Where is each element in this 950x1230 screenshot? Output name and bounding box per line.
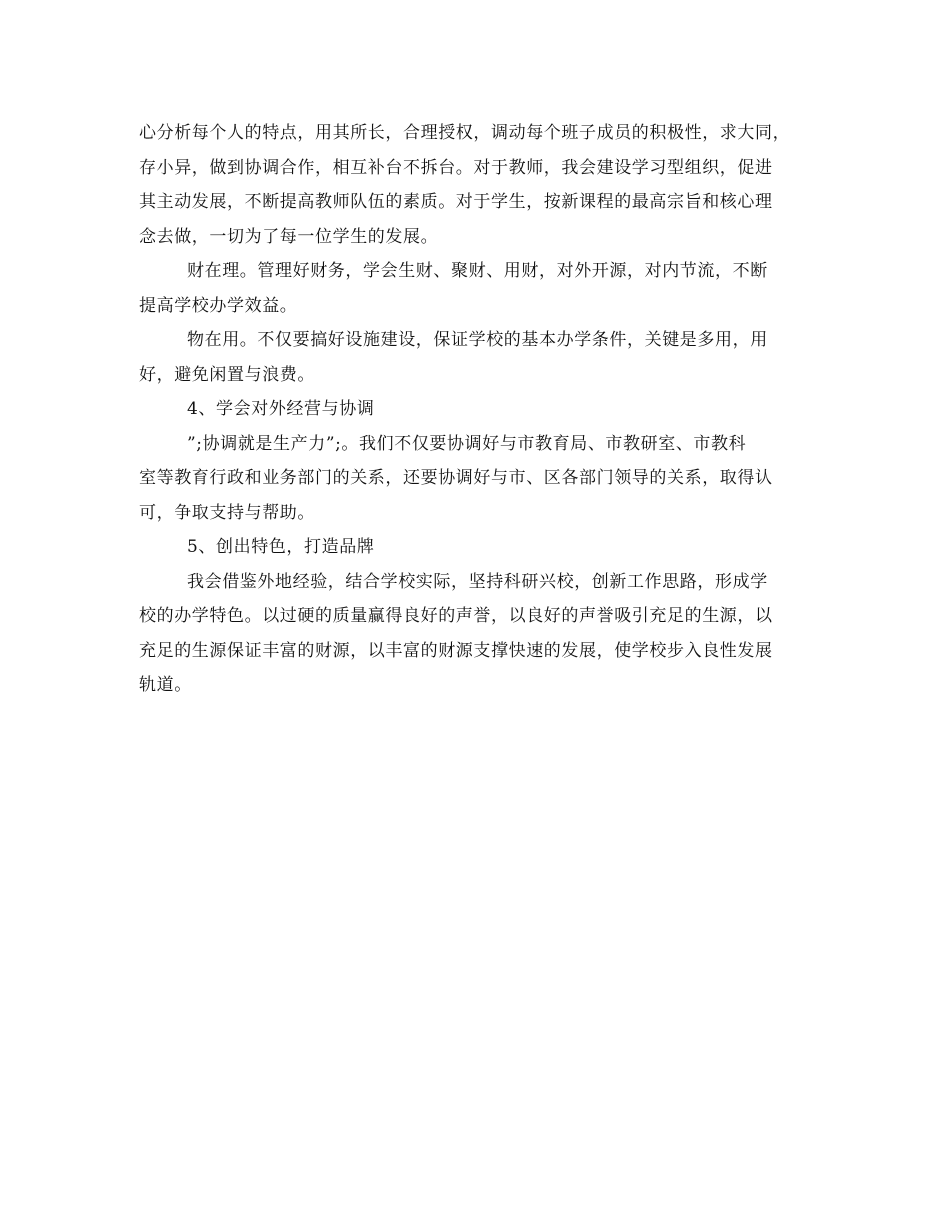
text-line: 轨道。 — [139, 675, 192, 695]
section-heading-4 — [139, 392, 819, 427]
text-line: 财在理。管理好财务，学会生财、聚财、用财，对外开源，对内节流，不断 — [187, 261, 768, 281]
heading-text: 4、学会对外经营与协调 — [187, 399, 375, 419]
text-line: ”;协调就是生产力”;。我们不仅要协调好与市教育局、市教研室、市教科 — [187, 433, 747, 454]
paragraph-brand — [139, 565, 819, 703]
text-line: 提高学校办学效益。 — [139, 295, 298, 316]
document-body — [139, 116, 819, 703]
text-line: 心分析每个人的特点，用其所长，合理授权，调动每个班子成员的积极性，求大同， — [139, 123, 791, 143]
text-line: 室等教育行政和业务部门的关系，还要协调好与市、区各部门领导的关系，取得认 — [139, 468, 773, 488]
text-line: 好，避免闲置与浪费。 — [139, 364, 315, 385]
text-line: 物在用。不仅要搞好设施建设，保证学校的基本办学条件，关键是多用，用 — [187, 330, 768, 350]
text-line: 我会借鉴外地经验，结合学校实际，坚持科研兴校，创新工作思路，形成学 — [187, 571, 768, 592]
text-line: 可，争取支持与帮助。 — [139, 502, 315, 523]
text-line: 校的办学特色。以过硬的质量赢得良好的声誉，以良好的声誉吸引充足的生源，以 — [139, 606, 773, 626]
section-heading-5 — [139, 530, 819, 565]
paragraph-coordination — [139, 427, 819, 531]
text-line: 其主动发展，不断提高教师队伍的素质。对于学生，按新课程的最高宗旨和核心理 — [139, 192, 773, 212]
text-line: 充足的生源保证丰富的财源，以丰富的财源支撑快速的发展，使学校步入良性发展 — [139, 640, 773, 661]
paragraph-materials — [139, 323, 819, 392]
text-line: 存小异，做到协调合作，相互补台不拆台。对于教师，我会建设学习型组织，促进 — [139, 157, 773, 178]
paragraph-finance — [139, 254, 819, 323]
heading-text: 5、创出特色，打造品牌 — [187, 537, 375, 557]
text-line: 念去做，一切为了每一位学生的发展。 — [139, 226, 439, 247]
paragraph-leadership-continued — [139, 116, 819, 254]
